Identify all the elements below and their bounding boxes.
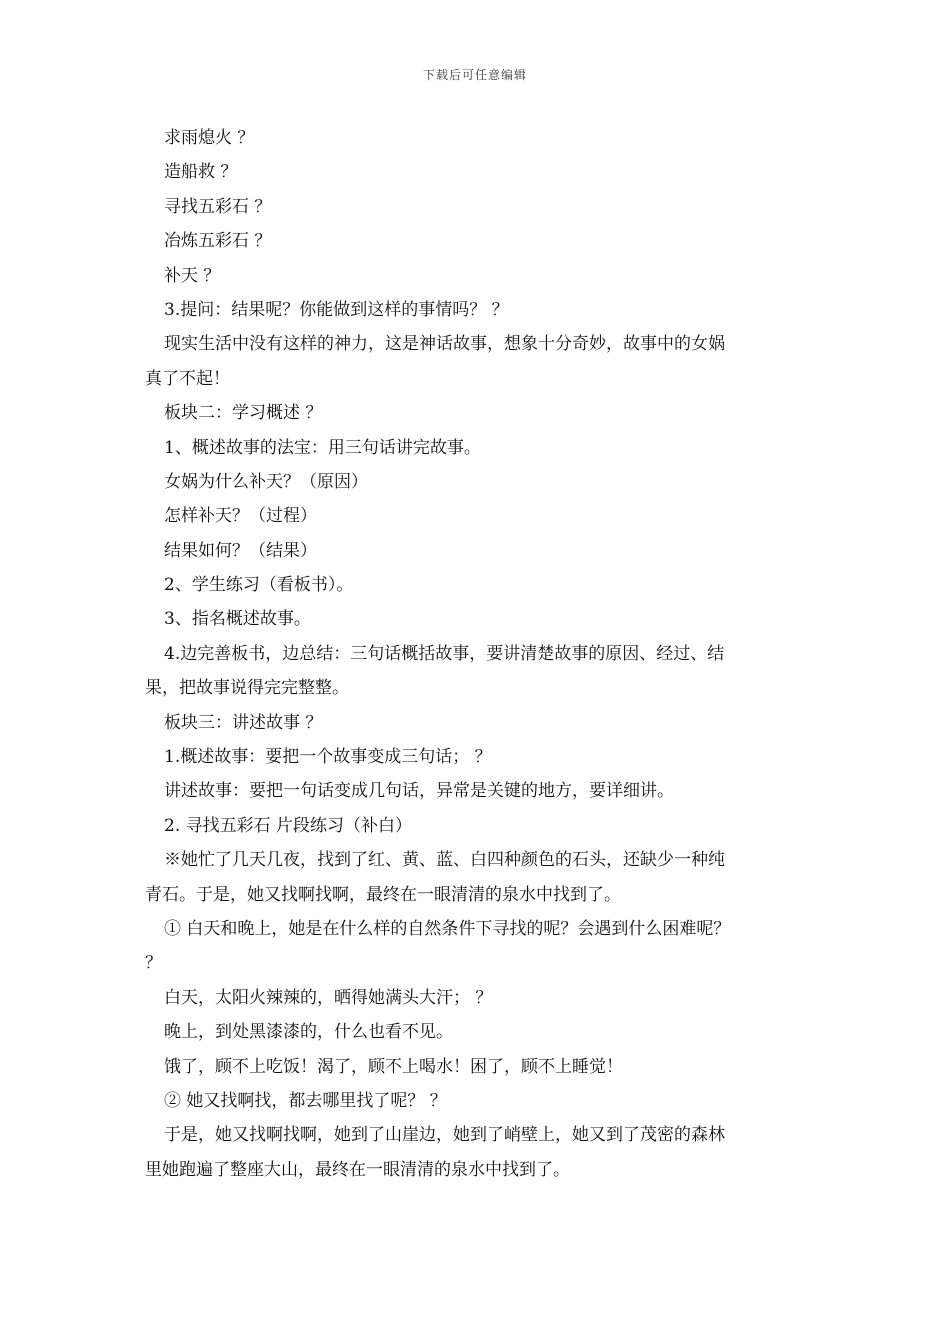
paragraph-line: 果，把故事说得完完整整。 — [145, 678, 349, 699]
paragraph-line: 真了不起！ — [145, 368, 230, 389]
paragraph-line: 2. 寻找五彩石 片段练习（补白） — [164, 815, 413, 836]
paragraph-line: 求雨熄火 ？ — [164, 128, 255, 148]
paragraph-line: ※她忙了几天几夜，找到了红、黄、蓝、白四种颜色的石头，还缺少一种纯 — [164, 850, 725, 871]
paragraph-line: ① 白天和晚上，她是在什么样的自然条件下寻找的呢？会遇到什么困难呢？ — [164, 918, 731, 939]
paragraph-line: 结果如何？（结果） — [164, 540, 317, 561]
paragraph-line: 板块二：学习概述 ？ — [164, 403, 323, 424]
paragraph-line: 现实生活中没有这样的神力，这是神话故事，想象十分奇妙，故事中的女娲 — [164, 334, 725, 355]
paragraph-line: 讲述故事：要把一句话变成几句话，异常是关键的地方，要详细讲。 — [164, 781, 674, 802]
paragraph-line: 饿了，顾不上吃饭！渴了，顾不上喝水！困了，顾不上睡觉！ — [164, 1056, 623, 1077]
paragraph-line: 女娲为什么补天？（原因） — [164, 471, 368, 492]
paragraph-line: 晚上，到处黑漆漆的，什么也看不见。 — [164, 1022, 453, 1043]
paragraph-line: 寻找五彩石 ？ — [164, 196, 272, 217]
paragraph-line: 白天，太阳火辣辣的，晒得她满头大汗； ？ — [164, 987, 493, 1008]
paragraph-line: 4.边完善板书，边总结：三句话概括故事，要讲清楚故事的原因、经过、结 — [164, 643, 725, 664]
paragraph-line: 板块三：讲述故事 ？ — [164, 712, 323, 733]
paragraph-line: 3、指名概述故事。 — [164, 609, 311, 630]
page-header-note: 下载后可任意编辑 — [422, 68, 527, 82]
paragraph-line: 2、学生练习（看板书）。 — [164, 575, 354, 596]
paragraph-line: 青石。于是，她又找啊找啊，最终在一眼清清的泉水中找到了。 — [145, 884, 621, 905]
paragraph-line: 里她跑遍了整座大山，最终在一眼清清的泉水中找到了。 — [145, 1159, 570, 1180]
paragraph-line: ② 她又找啊找，都去哪里找了呢？ ？ — [164, 1090, 447, 1111]
paragraph-line: 于是，她又找啊找啊，她到了山崖边，她到了峭壁上，她又到了茂密的森林 — [164, 1125, 725, 1146]
paragraph-line: ？ — [145, 953, 162, 974]
paragraph-line: 怎样补天？（过程） — [164, 506, 317, 527]
paragraph-line: 补天 ？ — [164, 265, 221, 286]
paragraph-line: 1、概述故事的法宝：用三句话讲完故事。 — [164, 437, 481, 458]
paragraph-line: 3.提问：结果呢？你能做到这样的事情吗？ ？ — [164, 299, 509, 320]
document-body — [145, 121, 810, 1187]
paragraph-line: 冶炼五彩石 ？ — [164, 231, 272, 252]
paragraph-line: 造船救 ？ — [164, 162, 238, 183]
paragraph-line: 1.概述故事：要把一个故事变成三句话； ？ — [164, 747, 492, 768]
